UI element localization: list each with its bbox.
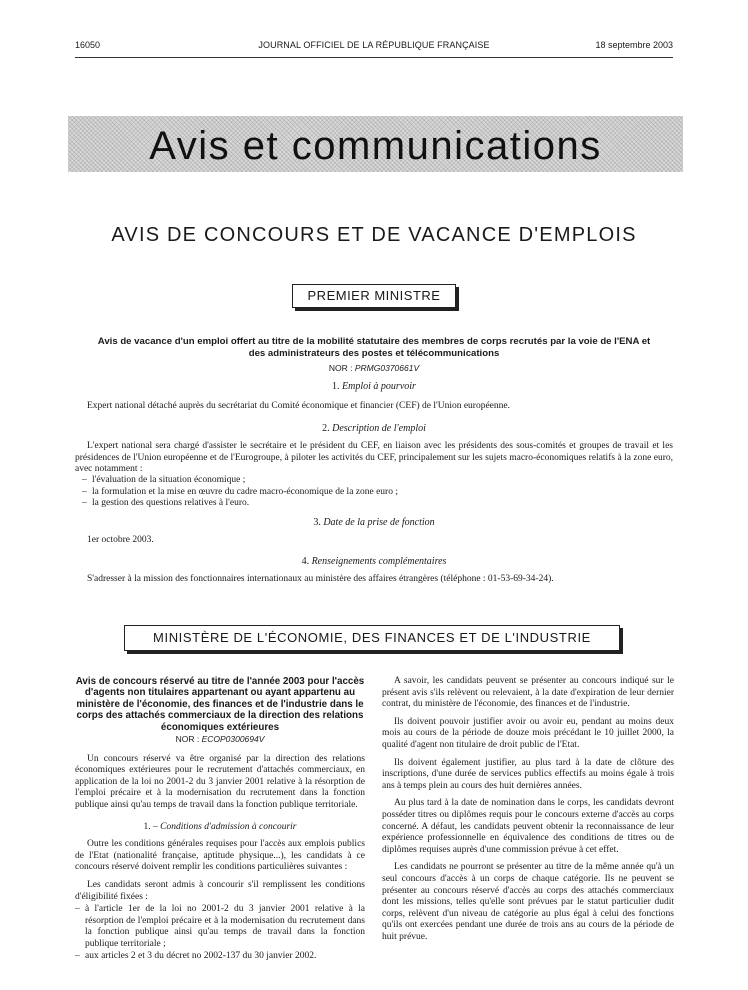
heading-text: Emploi à pourvoir [342,381,416,392]
heading-description [0,423,748,434]
running-header [75,40,673,58]
ministry-box-premier-ministre: PREMIER MINISTRE [292,284,456,308]
paragraph: Les candidats seront admis à concourir s'il remplissent les conditions d'éligibilité fixées : [75,879,365,902]
nor-label: NOR : [328,363,353,373]
heading-number: 1. [332,381,340,392]
conditions-list [75,904,365,962]
heading-text: Conditions d'admission à concourir [160,821,297,832]
heading-number: 1. – [143,821,158,832]
paragraph: Ils doivent également justifier, au plus tard à la date de clôture des inscriptions, d'une durée de services publics effectifs au moins égale à trois ans à temps plein au cours des huit dernières années. [382,757,674,791]
paragraph: Un concours réservé va être organisé par la direction des relations économiques extérieures pour le recrutement d'attachés commerciaux, en application de la loi no 2001-2 du 3 janvier 2001 relative à la résorption de l'emploi précaire et à la modernisation du recrutement dans la fonction publique ainsi qu'au temps de travail dans la fonction publique territoriale. [75,753,365,810]
issue-date: 18 septembre 2003 [595,40,673,50]
nor-value: ECOP0300694V [201,734,265,745]
heading-renseignements [0,556,748,567]
heading-number: 2. [322,423,330,434]
notice-title: Avis de concours réservé au titre de l'année 2003 pour l'accès d'agents non titulaires appartenant ou ayant appartenu au ministère de l'économie, des finances et de l'industrie dans le corps des attachés commerciaux de la direction des relations économiques extérieures [75,676,365,733]
page-number: 16050 [75,40,101,50]
paragraph: S'adresser à la mission des fonctionnaires internationaux au ministère des affaires étrangères (téléphone : 01-53-69-34-24). [87,574,554,584]
paragraph: Ils doivent pouvoir justifier avoir ou avoir eu, pendant au moins deux mois au cours de la période de douze mois précédant le 10 juillet 2000, la qualité d'agent non titulaire de droit public de l'Etat. [382,716,674,750]
notice-title: Avis de vacance d'un emploi offert au titre de la mobilité statutaire des membres de corps recrutés par la voie de l'ENA et des administrateurs des postes et télécommunications [97,336,651,359]
paragraph: 1er octobre 2003. [87,535,154,545]
heading-text: Date de la prise de fonction [323,517,435,528]
heading-text: Description de l'emploi [332,423,426,434]
heading-text: Renseignements complémentaires [311,556,447,567]
paragraph: Les candidats ne pourront se présenter au titre de la même année qu'à un seul concours d'accès à un corps de chaque catégorie. Ils ne peuvent se présenter au concours réservé d'accès au corps des attachés commerciaux dont les missions, telles qu'elle sont prévues par le statut particulier dudit corps, relèvent d'un niveau de catégorie au plus égal à celui des fonctions qu'ils ont exercées pendant une durée de trois ans au cours de la période de huit prévue. [382,862,674,942]
paragraph: L'expert national sera chargé d'assister le secrétaire et le président du CEF, en liaison avec les présidents des sous-comités et groupes de travail et les présidences de l'Union européenne et de l'Eurogroupe, à piloter les activités du CEF, principalement sur les sujets macro-économiques relatifs à la zone euro, avec notamment : [75,441,673,475]
nor-reference [0,363,748,373]
banner-title: Avis et communications [149,124,602,168]
paragraph: A savoir, les candidats peuvent se présenter au concours indiqué sur le présent avis s'ils relèvent ou relevaient, à la date d'expiration de leur dernier contrat, du ministère de l'économie, des finances et de l'industrie. [382,676,674,710]
heading-number: 3. [313,517,321,528]
heading-date-prise [0,517,748,528]
list-item: – la formulation et la mise en œuvre du cadre macro-économique de la zone euro ; [82,487,673,499]
section-title: AVIS DE CONCOURS ET DE VACANCE D'EMPLOIS [111,224,637,246]
nor-reference [75,734,365,746]
nor-label: NOR : [175,734,200,745]
list-item: – à l'article 1er de la loi no 2001-2 du 3 janvier 2001 relative à la résorption de l'emploi précaire et à la modernisation du recrutement dans la fonction publique ainsi qu'au temps de travail dans la fonction publique territoriale ; [75,904,365,950]
left-column [75,676,365,962]
list-item: – aux articles 2 et 3 du décret no 2002-137 du 30 janvier 2002. [75,951,365,963]
section-banner [68,116,683,172]
duties-list [82,475,673,510]
heading-number: 4. [301,556,310,567]
list-item: – l'évaluation de la situation économique ; [82,475,673,487]
list-item: – la gestion des questions relatives à l'euro. [82,498,673,510]
paragraph: Expert national détaché auprès du secrétariat du Comité économique et financier (CEF) de l'Union européenne. [87,401,510,411]
paragraph: Au plus tard à la date de nomination dans le corps, les candidats devront posséder titres ou diplômes requis pour le concours externe d'accès au corps concerné. A défaut, les candidats peuvent obtenir la reconnaissance de leur expérience professionnelle en équivalence des conditions de titres ou de diplômes requises auprès d'une commission prévue à cet effet. [382,798,674,855]
journal-title: JOURNAL OFFICIEL DE LA RÉPUBLIQUE FRANÇAISE [258,40,490,50]
ministry-box-economie: MINISTÈRE DE L'ÉCONOMIE, DES FINANCES ET DE L'INDUSTRIE [124,625,620,651]
paragraph: Outre les conditions générales requises pour l'accès aux emplois publics de l'Etat (nationalité française, aptitude physique...), les candidats à ce concours réservé doivent remplir les conditions particulières suivantes : [75,839,365,873]
heading-conditions [75,822,365,834]
heading-emploi [0,381,748,392]
right-column [382,676,674,949]
nor-value: PRMG0370661V [354,363,420,373]
